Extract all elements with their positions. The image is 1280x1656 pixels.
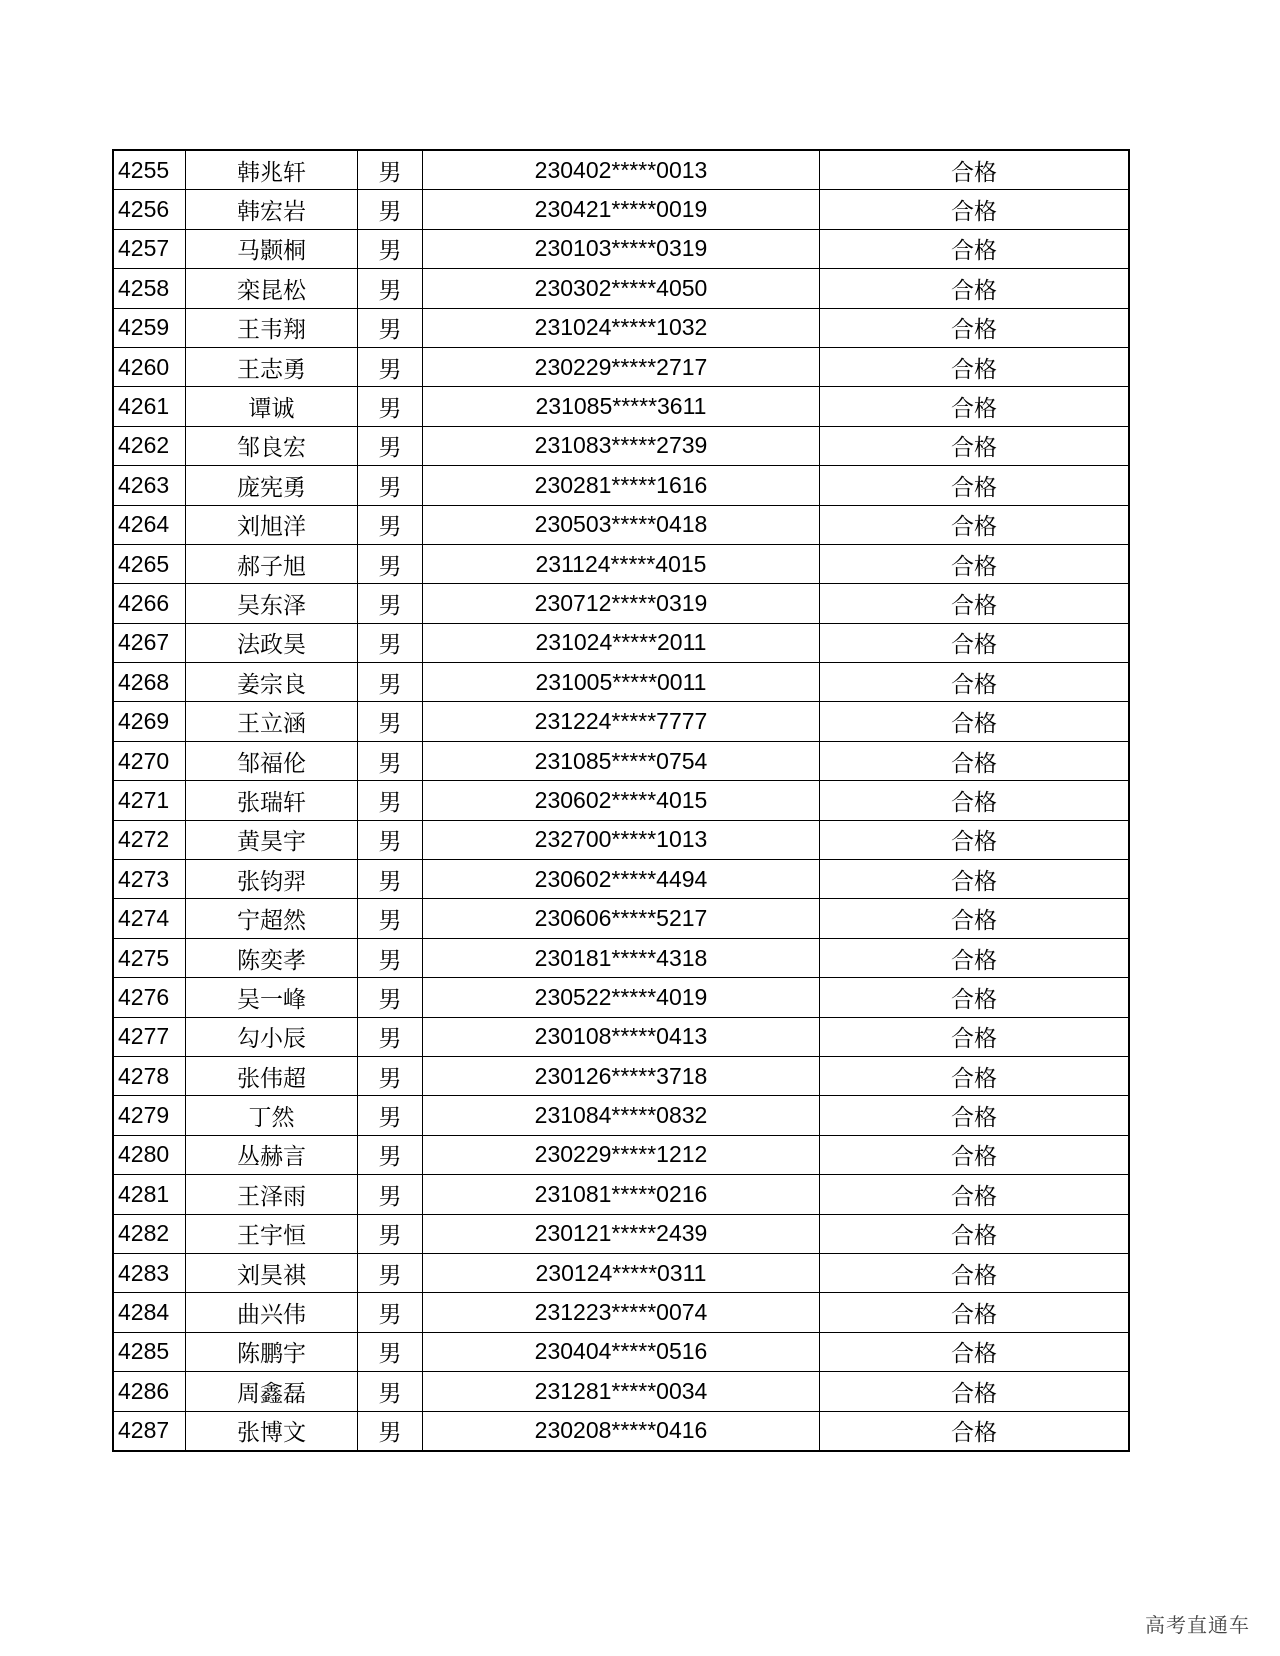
- seq-number-cell: 4260: [113, 347, 186, 386]
- seq-number-cell: 4284: [113, 1293, 186, 1332]
- gender-cell: 男: [358, 938, 423, 977]
- gender-cell: 男: [358, 1411, 423, 1451]
- id-number-cell: 230602*****4494: [423, 860, 820, 899]
- gender-cell: 男: [358, 978, 423, 1017]
- result-cell: 合格: [820, 150, 1130, 190]
- seq-number-cell: 4281: [113, 1175, 186, 1214]
- gender-cell: 男: [358, 466, 423, 505]
- name-cell: 张钧羿: [186, 860, 358, 899]
- name-cell: 王立涵: [186, 702, 358, 741]
- watermark: 高考直通车: [1145, 1613, 1250, 1637]
- id-number-cell: 230421*****0019: [423, 190, 820, 229]
- id-number-cell: 230126*****3718: [423, 1056, 820, 1095]
- table-row: [113, 544, 1129, 583]
- result-cell: 合格: [820, 1332, 1130, 1371]
- gender-cell: 男: [358, 741, 423, 780]
- table-row: [113, 1293, 1129, 1332]
- result-cell: 合格: [820, 741, 1130, 780]
- seq-number-cell: 4257: [113, 229, 186, 268]
- result-cell: 合格: [820, 466, 1130, 505]
- table-row: [113, 1096, 1129, 1135]
- id-number-cell: 230302*****4050: [423, 269, 820, 308]
- id-number-cell: 230229*****1212: [423, 1135, 820, 1174]
- gender-cell: 男: [358, 860, 423, 899]
- seq-number-cell: 4256: [113, 190, 186, 229]
- gender-cell: 男: [358, 229, 423, 268]
- seq-number-cell: 4283: [113, 1253, 186, 1292]
- table-row: [113, 741, 1129, 780]
- name-cell: 陈鹏宇: [186, 1332, 358, 1371]
- id-number-cell: 231085*****0754: [423, 741, 820, 780]
- table-row: [113, 584, 1129, 623]
- gender-cell: 男: [358, 1135, 423, 1174]
- id-number-cell: 230181*****4318: [423, 938, 820, 977]
- name-cell: 黄昊宇: [186, 820, 358, 859]
- name-cell: 张瑞轩: [186, 781, 358, 820]
- seq-number-cell: 4287: [113, 1411, 186, 1451]
- name-cell: 韩兆轩: [186, 150, 358, 190]
- seq-number-cell: 4266: [113, 584, 186, 623]
- seq-number-cell: 4273: [113, 860, 186, 899]
- gender-cell: 男: [358, 1017, 423, 1056]
- seq-number-cell: 4269: [113, 702, 186, 741]
- name-cell: 庞宪勇: [186, 466, 358, 505]
- seq-number-cell: 4259: [113, 308, 186, 347]
- table-row: [113, 623, 1129, 662]
- seq-number-cell: 4279: [113, 1096, 186, 1135]
- name-cell: 勾小辰: [186, 1017, 358, 1056]
- result-cell: 合格: [820, 1411, 1130, 1451]
- gender-cell: 男: [358, 1293, 423, 1332]
- result-cell: 合格: [820, 702, 1130, 741]
- table-row: [113, 387, 1129, 426]
- seq-number-cell: 4276: [113, 978, 186, 1017]
- id-number-cell: 230124*****0311: [423, 1253, 820, 1292]
- name-cell: 王宇恒: [186, 1214, 358, 1253]
- table-row: [113, 1372, 1129, 1411]
- id-number-cell: 230522*****4019: [423, 978, 820, 1017]
- gender-cell: 男: [358, 584, 423, 623]
- gender-cell: 男: [358, 308, 423, 347]
- seq-number-cell: 4282: [113, 1214, 186, 1253]
- table-row: [113, 1056, 1129, 1095]
- seq-number-cell: 4277: [113, 1017, 186, 1056]
- name-cell: 邹福伦: [186, 741, 358, 780]
- id-number-cell: 231084*****0832: [423, 1096, 820, 1135]
- table-row: [113, 1253, 1129, 1292]
- id-number-cell: 230208*****0416: [423, 1411, 820, 1451]
- id-number-cell: 231281*****0034: [423, 1372, 820, 1411]
- id-number-cell: 230404*****0516: [423, 1332, 820, 1371]
- id-number-cell: 230602*****4015: [423, 781, 820, 820]
- gender-cell: 男: [358, 820, 423, 859]
- seq-number-cell: 4271: [113, 781, 186, 820]
- table-row: [113, 269, 1129, 308]
- name-cell: 刘昊祺: [186, 1253, 358, 1292]
- gender-cell: 男: [358, 663, 423, 702]
- table-row: [113, 1135, 1129, 1174]
- table-row: [113, 702, 1129, 741]
- name-cell: 周鑫磊: [186, 1372, 358, 1411]
- seq-number-cell: 4267: [113, 623, 186, 662]
- table-row: [113, 938, 1129, 977]
- name-cell: 马颢桐: [186, 229, 358, 268]
- result-cell: 合格: [820, 1175, 1130, 1214]
- seq-number-cell: 4275: [113, 938, 186, 977]
- seq-number-cell: 4264: [113, 505, 186, 544]
- result-cell: 合格: [820, 190, 1130, 229]
- result-cell: 合格: [820, 308, 1130, 347]
- gender-cell: 男: [358, 387, 423, 426]
- id-number-cell: 231124*****4015: [423, 544, 820, 583]
- gender-cell: 男: [358, 1214, 423, 1253]
- table-row: [113, 978, 1129, 1017]
- result-cell: 合格: [820, 1214, 1130, 1253]
- seq-number-cell: 4270: [113, 741, 186, 780]
- seq-number-cell: 4280: [113, 1135, 186, 1174]
- id-number-cell: 231005*****0011: [423, 663, 820, 702]
- result-cell: 合格: [820, 978, 1130, 1017]
- seq-number-cell: 4265: [113, 544, 186, 583]
- gender-cell: 男: [358, 505, 423, 544]
- name-cell: 丁然: [186, 1096, 358, 1135]
- result-cell: 合格: [820, 1372, 1130, 1411]
- id-number-cell: 231024*****1032: [423, 308, 820, 347]
- table-row: [113, 1332, 1129, 1371]
- seq-number-cell: 4268: [113, 663, 186, 702]
- seq-number-cell: 4274: [113, 899, 186, 938]
- table-row: [113, 229, 1129, 268]
- seq-number-cell: 4258: [113, 269, 186, 308]
- table-row: [113, 899, 1129, 938]
- gender-cell: 男: [358, 1175, 423, 1214]
- gender-cell: 男: [358, 1332, 423, 1371]
- result-cell: 合格: [820, 899, 1130, 938]
- table-row: [113, 505, 1129, 544]
- table-row: [113, 1214, 1129, 1253]
- seq-number-cell: 4272: [113, 820, 186, 859]
- id-number-cell: 231081*****0216: [423, 1175, 820, 1214]
- name-cell: 吴东泽: [186, 584, 358, 623]
- table-row: [113, 466, 1129, 505]
- id-number-cell: 231223*****0074: [423, 1293, 820, 1332]
- name-cell: 张伟超: [186, 1056, 358, 1095]
- name-cell: 谭诚: [186, 387, 358, 426]
- name-cell: 王泽雨: [186, 1175, 358, 1214]
- name-cell: 吴一峰: [186, 978, 358, 1017]
- gender-cell: 男: [358, 623, 423, 662]
- table-row: [113, 426, 1129, 465]
- table-row: [113, 1175, 1129, 1214]
- seq-number-cell: 4255: [113, 150, 186, 190]
- id-number-cell: 230121*****2439: [423, 1214, 820, 1253]
- name-cell: 刘旭洋: [186, 505, 358, 544]
- seq-number-cell: 4262: [113, 426, 186, 465]
- result-cell: 合格: [820, 663, 1130, 702]
- gender-cell: 男: [358, 1253, 423, 1292]
- gender-cell: 男: [358, 1056, 423, 1095]
- table-row: [113, 1411, 1129, 1451]
- result-cell: 合格: [820, 584, 1130, 623]
- id-number-cell: 230712*****0319: [423, 584, 820, 623]
- gender-cell: 男: [358, 426, 423, 465]
- result-cell: 合格: [820, 820, 1130, 859]
- gender-cell: 男: [358, 150, 423, 190]
- results-table: [112, 149, 1130, 1452]
- gender-cell: 男: [358, 1372, 423, 1411]
- name-cell: 丛赫言: [186, 1135, 358, 1174]
- id-number-cell: 232700*****1013: [423, 820, 820, 859]
- id-number-cell: 231083*****2739: [423, 426, 820, 465]
- result-cell: 合格: [820, 426, 1130, 465]
- name-cell: 陈奕孝: [186, 938, 358, 977]
- table-row: [113, 190, 1129, 229]
- gender-cell: 男: [358, 190, 423, 229]
- table-row: [113, 820, 1129, 859]
- result-cell: 合格: [820, 347, 1130, 386]
- id-number-cell: 231024*****2011: [423, 623, 820, 662]
- result-cell: 合格: [820, 1017, 1130, 1056]
- id-number-cell: 231224*****7777: [423, 702, 820, 741]
- name-cell: 宁超然: [186, 899, 358, 938]
- name-cell: 王志勇: [186, 347, 358, 386]
- gender-cell: 男: [358, 702, 423, 741]
- table-row: [113, 781, 1129, 820]
- result-cell: 合格: [820, 1293, 1130, 1332]
- result-cell: 合格: [820, 269, 1130, 308]
- name-cell: 法政昊: [186, 623, 358, 662]
- gender-cell: 男: [358, 544, 423, 583]
- name-cell: 韩宏岩: [186, 190, 358, 229]
- gender-cell: 男: [358, 347, 423, 386]
- result-cell: 合格: [820, 505, 1130, 544]
- table-row: [113, 663, 1129, 702]
- id-number-cell: 230281*****1616: [423, 466, 820, 505]
- seq-number-cell: 4278: [113, 1056, 186, 1095]
- id-number-cell: 230108*****0413: [423, 1017, 820, 1056]
- result-cell: 合格: [820, 544, 1130, 583]
- result-cell: 合格: [820, 1253, 1130, 1292]
- result-cell: 合格: [820, 1135, 1130, 1174]
- seq-number-cell: 4261: [113, 387, 186, 426]
- gender-cell: 男: [358, 781, 423, 820]
- table-row: [113, 308, 1129, 347]
- id-number-cell: 231085*****3611: [423, 387, 820, 426]
- id-number-cell: 230503*****0418: [423, 505, 820, 544]
- table-row: [113, 1017, 1129, 1056]
- result-cell: 合格: [820, 781, 1130, 820]
- gender-cell: 男: [358, 1096, 423, 1135]
- seq-number-cell: 4285: [113, 1332, 186, 1371]
- result-cell: 合格: [820, 229, 1130, 268]
- name-cell: 曲兴伟: [186, 1293, 358, 1332]
- result-cell: 合格: [820, 860, 1130, 899]
- name-cell: 姜宗良: [186, 663, 358, 702]
- table-row: [113, 860, 1129, 899]
- seq-number-cell: 4286: [113, 1372, 186, 1411]
- id-number-cell: 230103*****0319: [423, 229, 820, 268]
- seq-number-cell: 4263: [113, 466, 186, 505]
- results-table-body: [113, 150, 1129, 1451]
- name-cell: 栾昆松: [186, 269, 358, 308]
- id-number-cell: 230606*****5217: [423, 899, 820, 938]
- id-number-cell: 230229*****2717: [423, 347, 820, 386]
- id-number-cell: 230402*****0013: [423, 150, 820, 190]
- name-cell: 邹良宏: [186, 426, 358, 465]
- gender-cell: 男: [358, 269, 423, 308]
- name-cell: 张博文: [186, 1411, 358, 1451]
- result-cell: 合格: [820, 387, 1130, 426]
- table-row: [113, 150, 1129, 190]
- result-cell: 合格: [820, 938, 1130, 977]
- name-cell: 郝子旭: [186, 544, 358, 583]
- result-cell: 合格: [820, 623, 1130, 662]
- result-cell: 合格: [820, 1096, 1130, 1135]
- result-cell: 合格: [820, 1056, 1130, 1095]
- name-cell: 王韦翔: [186, 308, 358, 347]
- table-row: [113, 347, 1129, 386]
- gender-cell: 男: [358, 899, 423, 938]
